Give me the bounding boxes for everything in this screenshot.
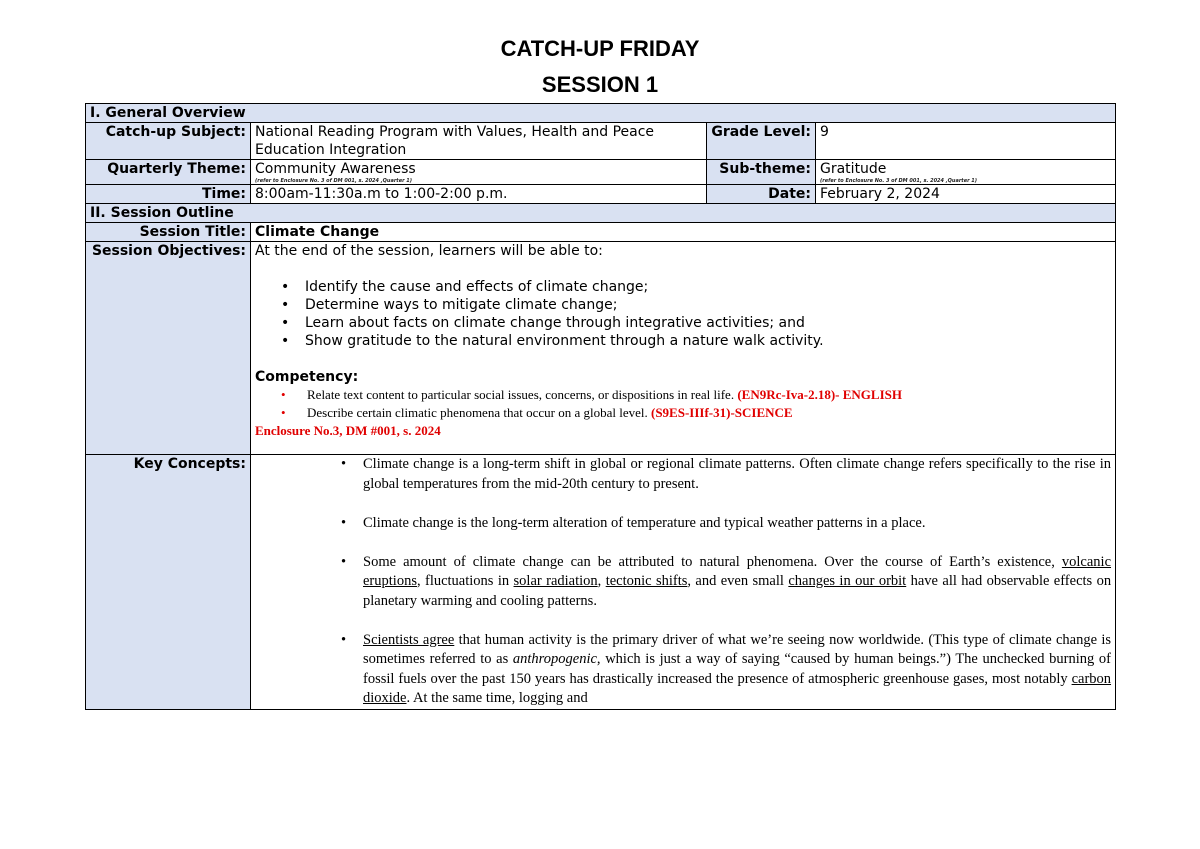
session-plan-table bbox=[85, 103, 1116, 710]
key-concepts-cell bbox=[251, 455, 1116, 710]
subject-label: Catch-up Subject: bbox=[86, 123, 251, 160]
objectives-label: Session Objectives: bbox=[86, 242, 251, 455]
grade-label: Grade Level: bbox=[707, 123, 816, 160]
theme-cell bbox=[251, 160, 707, 185]
session-outline-row bbox=[86, 204, 1116, 223]
key-concept-item: • Some amount of climate change can be attributed to natural phenomena. Over the course of Earth’s existence, volcanic eruptions, fluctuations in solar radiation, tectonic shifts, and even small changes in our orbit have all had observable effects on planetary warming and cooling patterns. bbox=[341, 553, 1111, 612]
subtheme-cell bbox=[816, 160, 1116, 185]
competency-code: (S9ES-IIIf-31)-SCIENCE bbox=[651, 405, 793, 420]
competency-item bbox=[281, 386, 1111, 404]
orbit-changes-link[interactable]: changes in our orbit bbox=[788, 573, 907, 589]
objectives-cell bbox=[251, 242, 1116, 455]
competency-text: Describe certain climatic phenomena that occur on a global level. bbox=[307, 405, 648, 420]
key-concept-item: • Climate change is the long-term alteration of temperature and typical weather patterns in a place. bbox=[341, 514, 1111, 534]
enclosure-reference: Enclosure No.3, DM #001, s. 2024 bbox=[255, 423, 441, 438]
anthropogenic-term: anthropogenic bbox=[512, 651, 597, 667]
competency-item bbox=[281, 404, 1111, 422]
competency-code: (EN9Rc-Iva-2.18)- ENGLISH bbox=[737, 387, 902, 402]
objective-item: • Learn about facts on climate change through integrative activities; and bbox=[281, 314, 1111, 332]
competency-list bbox=[255, 386, 1111, 422]
session-title-value: Climate Change bbox=[251, 223, 1116, 242]
subject-value: National Reading Program with Values, Health and Peace Education Integration bbox=[251, 123, 707, 160]
objectives-intro: At the end of the session, learners will be able to: bbox=[255, 243, 603, 259]
volcanic-eruptions-link[interactable]: volcanic eruptions bbox=[363, 553, 1112, 589]
general-overview-row bbox=[86, 104, 1116, 123]
scientists-agree-link[interactable]: Scientists agree bbox=[363, 631, 455, 648]
theme-note: (refer to Enclosure No. 3 of DM 001, s. 2024 ,Quarter 1) bbox=[255, 178, 413, 184]
session-title-label: Session Title: bbox=[86, 223, 251, 242]
session-title-row bbox=[86, 223, 1116, 242]
time-label: Time: bbox=[86, 185, 251, 204]
theme-value: Community Awareness bbox=[255, 161, 416, 177]
subtheme-value: Gratitude bbox=[820, 161, 887, 177]
objective-item: • Show gratitude to the natural environment through a nature walk activity. bbox=[281, 332, 1111, 350]
document-title: CATCH-UP FRIDAY bbox=[500, 36, 700, 61]
key-concepts-row bbox=[86, 455, 1116, 710]
objectives-row bbox=[86, 242, 1116, 455]
solar-radiation-link[interactable]: solar radiation bbox=[513, 573, 598, 589]
competency-text: Relate text content to particular social issues, concerns, or dispositions in real life. bbox=[307, 387, 735, 402]
competency-title: Competency: bbox=[255, 369, 359, 385]
date-value: February 2, 2024 bbox=[816, 185, 1116, 204]
key-concept-item: • Climate change is a long-term shift in global or regional climate patterns. Often climate change refers specifically to the rise in global temperatures from the mid-20th century to present. bbox=[341, 455, 1111, 494]
date-label: Date: bbox=[707, 185, 816, 204]
objective-item: • Determine ways to mitigate climate change; bbox=[281, 296, 1111, 314]
key-concepts-label: Key Concepts: bbox=[86, 455, 251, 710]
theme-row bbox=[86, 160, 1116, 185]
objective-item: • Identify the cause and effects of climate change; bbox=[281, 278, 1111, 296]
grade-value: 9 bbox=[816, 123, 1116, 160]
general-overview-heading: I. General Overview bbox=[86, 104, 1116, 123]
subtheme-label: Sub-theme: bbox=[707, 160, 816, 185]
time-value: 8:00am-11:30a.m to 1:00-2:00 p.m. bbox=[251, 185, 707, 204]
tectonic-shifts-link[interactable]: tectonic shifts bbox=[605, 573, 688, 589]
theme-label: Quarterly Theme: bbox=[86, 160, 251, 185]
session-number: SESSION 1 bbox=[541, 72, 659, 97]
subtheme-note: (refer to Enclosure No. 3 of DM 001, s. 2024 ,Quarter 1) bbox=[820, 178, 978, 184]
key-concept-item: • Scientists agree that human activity is the primary driver of what we’re seeing now worldwide. (This type of climate change is sometimes referred to as anthropogenic, which is just a way of saying “caused by human beings.”) The unchecked burning of fossil fuels over the past 150 years has drastically increased the presence of atmospheric greenhouse gases, most notably carbon dioxide. At the same time, logging and bbox=[341, 631, 1111, 709]
carbon-dioxide-link[interactable]: carbon dioxide bbox=[363, 670, 1112, 706]
objectives-list bbox=[255, 278, 1111, 350]
subject-row bbox=[86, 123, 1116, 160]
time-row bbox=[86, 185, 1116, 204]
key-concepts-list bbox=[255, 455, 1111, 709]
session-outline-heading: II. Session Outline bbox=[86, 204, 1116, 223]
